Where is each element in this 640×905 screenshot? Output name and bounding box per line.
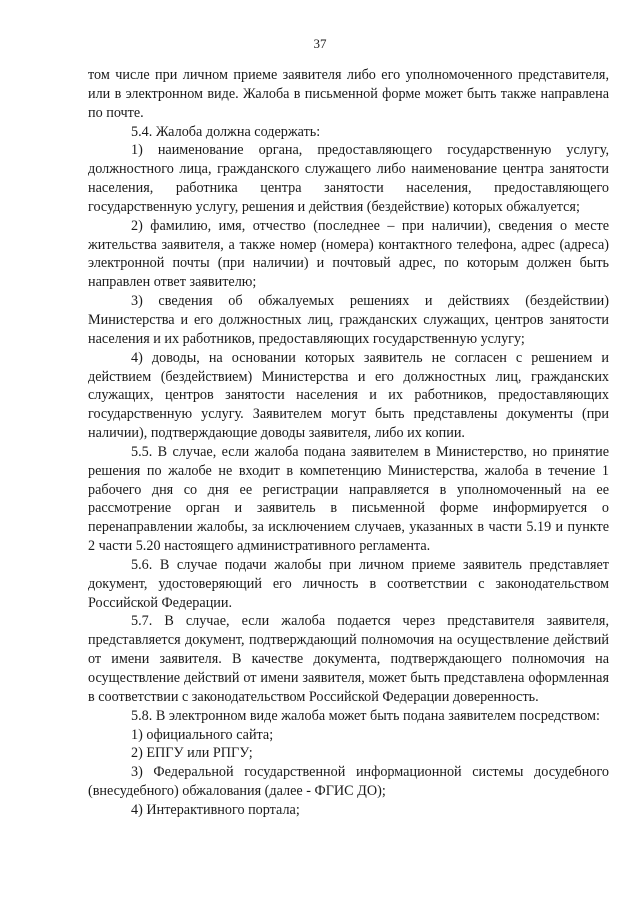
paragraph-5-4: 5.4. Жалоба должна содержать:	[131, 123, 321, 140]
paragraph-continuation: том числе при личном приеме заявителя либо его уполномоченного представителя, или в электронном виде. Жалоба в письменной форме может быть также направлена по почте.	[88, 67, 609, 121]
paragraph-5-6: 5.6. В случае подачи жалобы при личном приеме заявитель представляет документ, удостоверяющий его личность в соответствии с законодательством Российской Федерации.	[88, 556, 609, 611]
list-item-5-8-2: 2) ЕПГУ или РПГУ;	[131, 745, 253, 762]
paragraph-5-7: 5.7. В случае, если жалоба подается через представителя заявителя, представляется документ, подтверждающий полномочия на осуществление действий от имени заявителя. В качестве документа, подтверждающего полномочия на осуществление действий от имени заявителя, может быть представлена оформленная в соответствии с законодательством Российской Федерации доверенность.	[88, 613, 609, 705]
list-item-5-4-2: 2) фамилию, имя, отчество (последнее – при наличии), сведения о месте жительства заявителя, а также номер (номера) контактного телефона, адрес (адреса) электронной почты (при наличии) и почтовый адрес, по которым должен быть направлен ответ заявителю;	[88, 217, 609, 291]
document-body	[88, 66, 609, 820]
list-item-5-8-4: 4) Интерактивного портала;	[131, 801, 300, 818]
list-item-5-4-1: 1) наименование органа, предоставляющего государственную услугу, должностного лица, гражданского служащего либо наименование центра занятости населения, работника центра занятости населения, предоставляющего государственную услугу, решения и действия (бездействие) которых обжалуется;	[88, 142, 609, 215]
list-item-5-8-3: 3) Федеральной государственной информационной системы досудебного (внесудебного) обжалования (далее - ФГИС ДО);	[88, 764, 609, 800]
list-item-5-8-1: 1) официального сайта;	[131, 726, 274, 743]
list-item-5-4-4: 4) доводы, на основании которых заявитель не согласен с решением и действием (бездействием) Министерства и его должностных лиц, гражданских служащих, центров занятости населения и их работников, предоставляющих государственную услугу. Заявителем могут быть представлены документы (при наличии), подтверждающие доводы заявителя, либо их копии.	[88, 349, 609, 442]
page-number: 37	[313, 36, 327, 51]
list-item-5-4-3: 3) сведения об обжалуемых решениях и действиях (бездействии) Министерства и его должностных лиц, гражданских служащих, центров занятости населения и их работников, предоставляющих государственную услугу;	[88, 293, 609, 347]
paragraph-5-8: 5.8. В электронном виде жалоба может быть подана заявителем посредством:	[131, 707, 600, 724]
paragraph-5-5: 5.5. В случае, если жалоба подана заявителем в Министерство, но принятие решения по жалобе не входит в компетенцию Министерства, жалоба в течение 1 рабочего дня со дня ее регистрации направляется в уполномоченный на ее рассмотрение орган и заявитель в письменной форме информируется о перенаправлении жалобы, за исключением случаев, указанных в части 5.19 и пункте 2 части 5.20 настоящего административного регламента.	[88, 443, 609, 555]
